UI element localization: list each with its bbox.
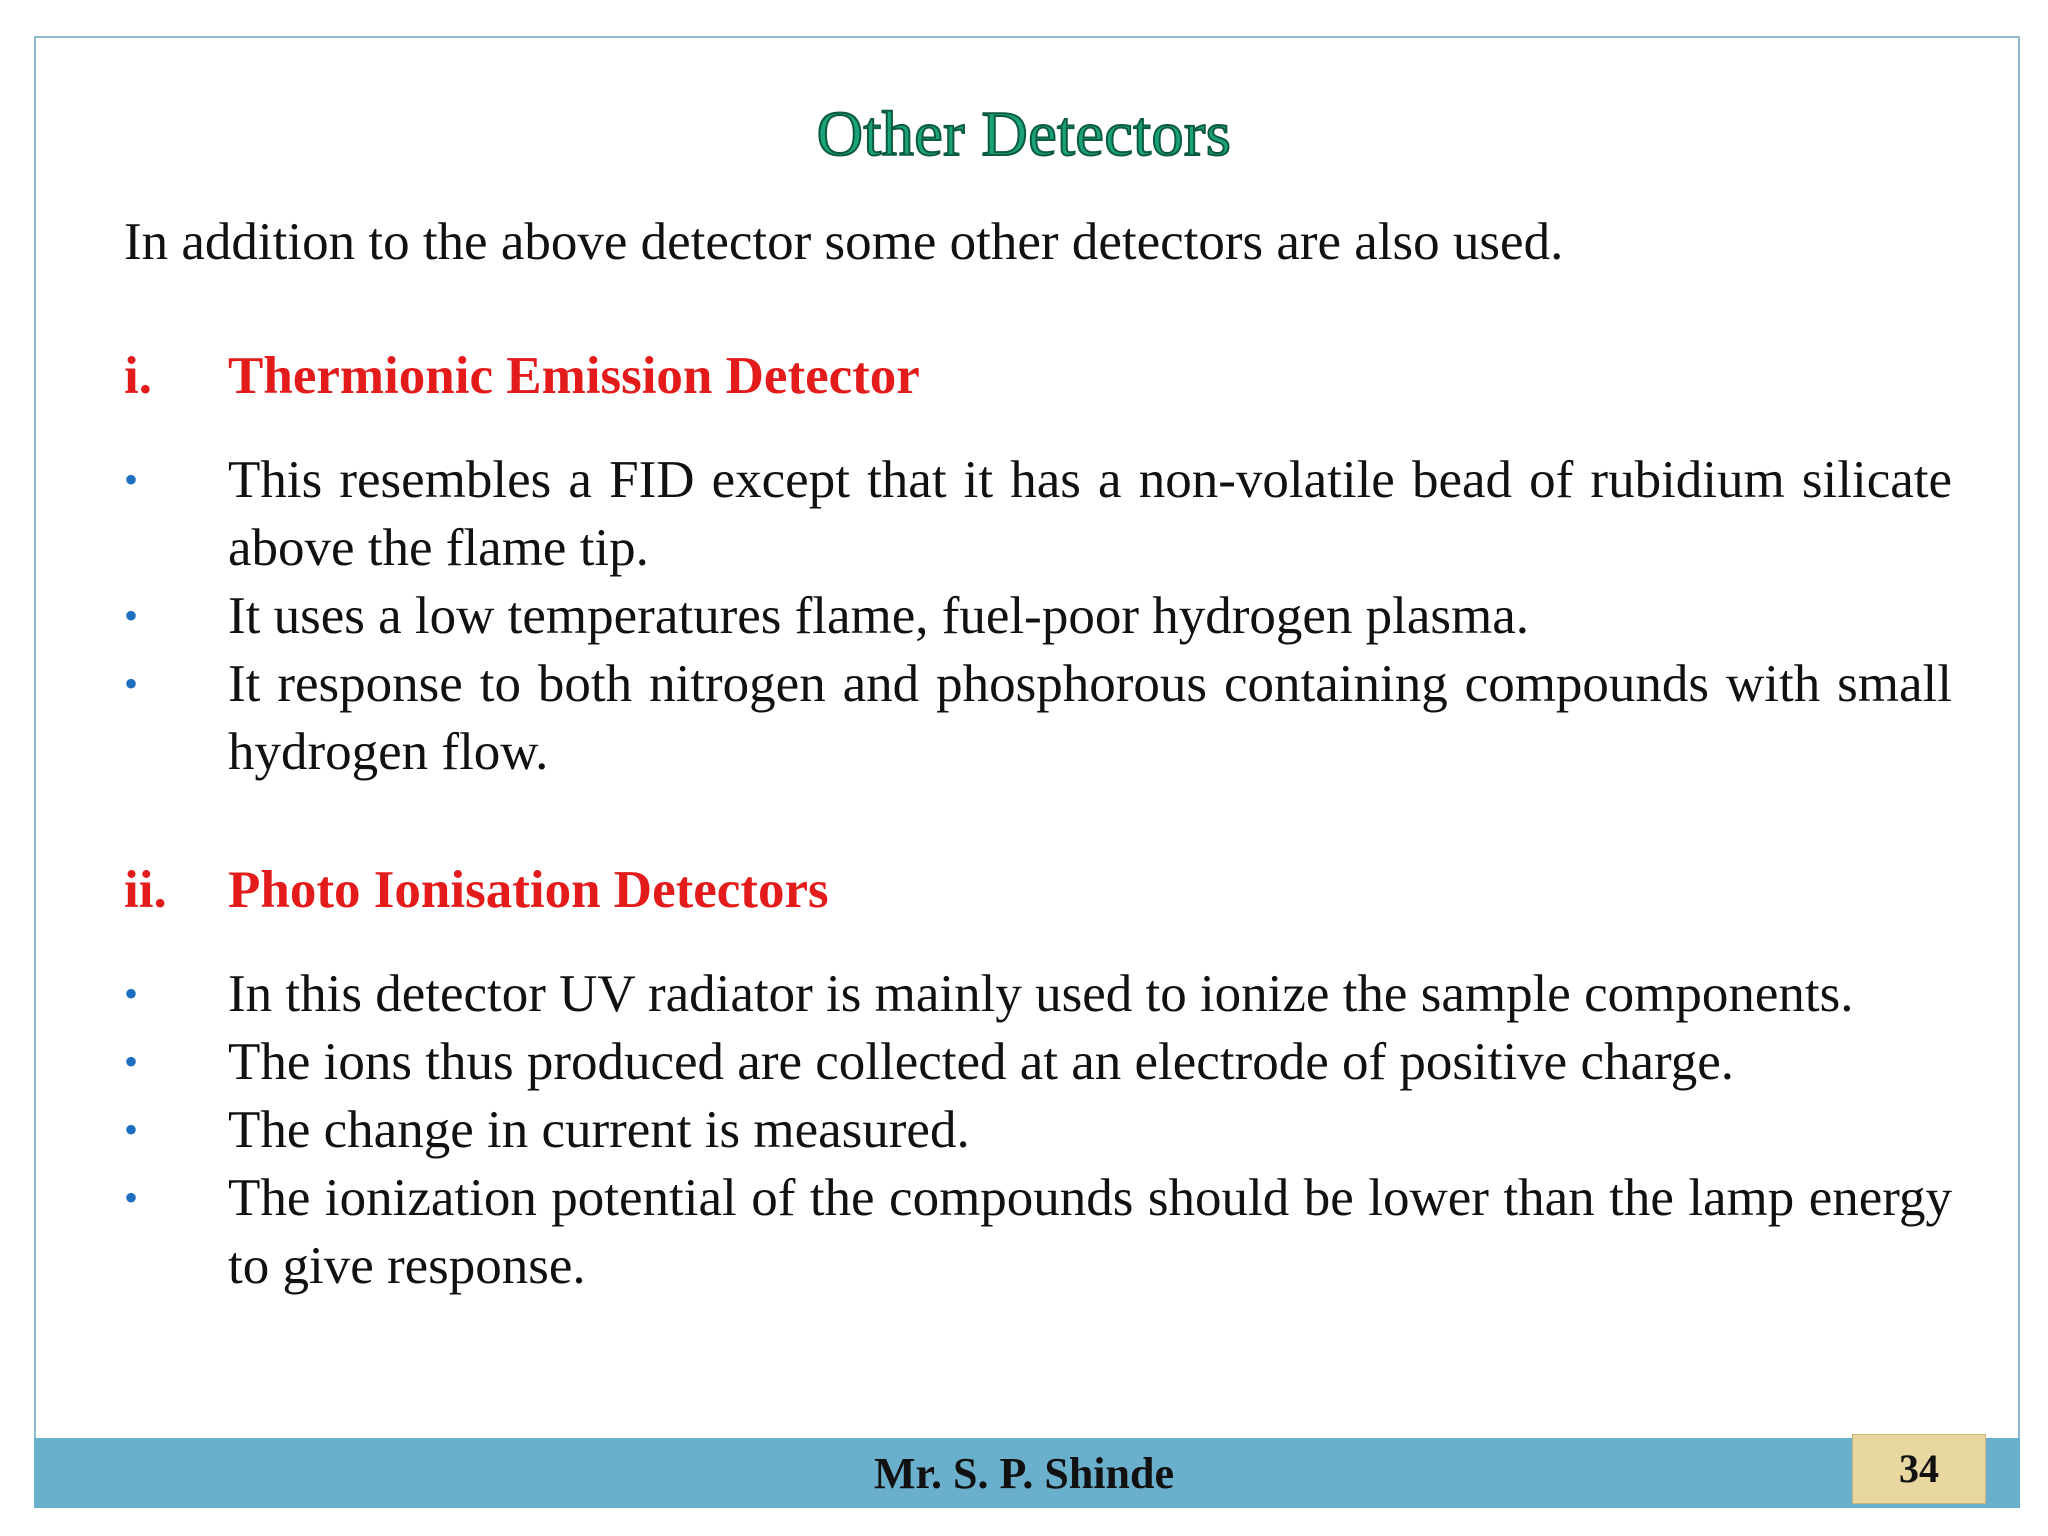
section-number: i. [124, 347, 152, 405]
bullet-list-thermionic [124, 446, 1952, 786]
list-item-text: It response to both nitrogen and phosphorous containing compounds with small hydrogen flow. [228, 655, 1952, 781]
slide-title: Other Detectors [816, 98, 1232, 169]
list-item [124, 1028, 1952, 1096]
bullet-list-photo-ionisation [124, 960, 1952, 1300]
footer-author: Mr. S. P. Shinde [874, 1449, 1174, 1498]
list-item-text: The change in current is measured. [228, 1101, 970, 1159]
bullet-icon: • [124, 661, 139, 706]
list-item [124, 1096, 1952, 1164]
list-item-text: The ionization potential of the compounds should be lower than the lamp energy to give response. [228, 1169, 1952, 1295]
list-item [124, 446, 1952, 582]
intro-text: In addition to the above detector some other detectors are also used. [124, 213, 1564, 271]
list-item [124, 582, 1952, 650]
bullet-icon: • [124, 971, 139, 1016]
section-title: Photo Ionisation Detectors [228, 861, 829, 919]
page-number-badge: 34 [1852, 1434, 1986, 1504]
list-item [124, 1164, 1952, 1300]
list-item-text: It uses a low temperatures flame, fuel-poor hydrogen plasma. [228, 587, 1530, 645]
list-item [124, 960, 1952, 1028]
list-item-text: The ions thus produced are collected at an electrode of positive charge. [228, 1033, 1734, 1091]
section-number: ii. [124, 861, 167, 919]
list-item-text: In this detector UV radiator is mainly used to ionize the sample components. [228, 965, 1854, 1023]
bullet-icon: • [124, 457, 139, 502]
bullet-icon: • [124, 1175, 139, 1220]
list-item [124, 650, 1952, 786]
bullet-icon: • [124, 1039, 139, 1084]
list-item-text: This resembles a FID except that it has a non-volatile bead of rubidium silicate above the flame tip. [228, 451, 1952, 577]
section-title: Thermionic Emission Detector [228, 347, 920, 405]
bullet-icon: • [124, 593, 139, 638]
bullet-icon: • [124, 1107, 139, 1152]
